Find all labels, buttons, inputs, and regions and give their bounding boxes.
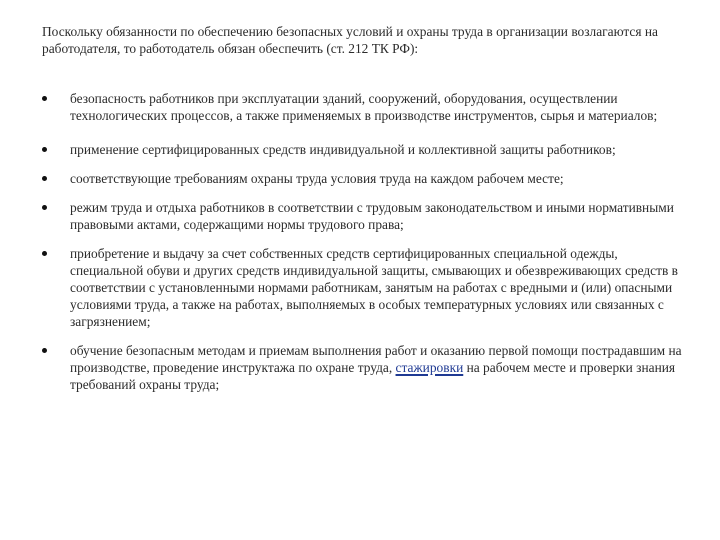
list-item-text-after-link: на рабочем месте и проверки знания требований охраны труда; [70, 360, 676, 392]
bullet-dot-icon [42, 96, 47, 101]
list-item-text: безопасность работников при эксплуатации зданий, сооружений, оборудования, осуществлении технологических процессов, а также применяемых в производстве инструментов, сырья и материалов; [70, 91, 658, 123]
document-body [42, 23, 682, 393]
list-item-text [70, 343, 682, 392]
internship-link[interactable]: стажировки [395, 360, 464, 375]
intro-paragraph: Поскольку обязанности по обеспечению безопасных условий и охраны труда в организации возлагаются на работодателя, то работодатель обязан обеспечить (ст. 212 ТК РФ): [42, 24, 658, 56]
bullet-dot-icon [42, 205, 47, 210]
bullet-dot-icon [42, 176, 47, 181]
list-item-text-before-link: обучение безопасным методам и приемам выполнения работ и оказанию первой помощи пострадавшим на производстве, проведение инструктажа по охране труда, [70, 343, 682, 375]
obligations-list [42, 90, 682, 393]
bullet-dot-icon [42, 147, 47, 152]
list-item [42, 342, 682, 393]
list-item-text: применение сертифицированных средств индивидуальной и коллективной защиты работников; [70, 142, 616, 157]
list-item-text: режим труда и отдыха работников в соответствии с трудовым законодательством и иными нормативными правовыми актами, содержащими нормы трудового права; [70, 200, 674, 232]
list-item [42, 245, 682, 330]
list-item [42, 170, 682, 187]
list-item [42, 199, 682, 233]
bullet-dot-icon [42, 348, 47, 353]
list-item [42, 90, 682, 124]
list-item-text: соответствующие требованиям охраны труда условия труда на каждом рабочем месте; [70, 171, 564, 186]
bullet-dot-icon [42, 251, 47, 256]
list-item [42, 141, 682, 158]
list-item-text: приобретение и выдачу за счет собственных средств сертифицированных специальной одежды, специальной обуви и других средств индивидуальной защиты, смывающих и обезвреживающих средств в соответствии с установленными нормами работникам, занятым на работах с вредными и (или) опасными условиями труда, а также на работах, выполняемых в особых температурных условиях или связанных с загрязнением; [70, 246, 678, 329]
